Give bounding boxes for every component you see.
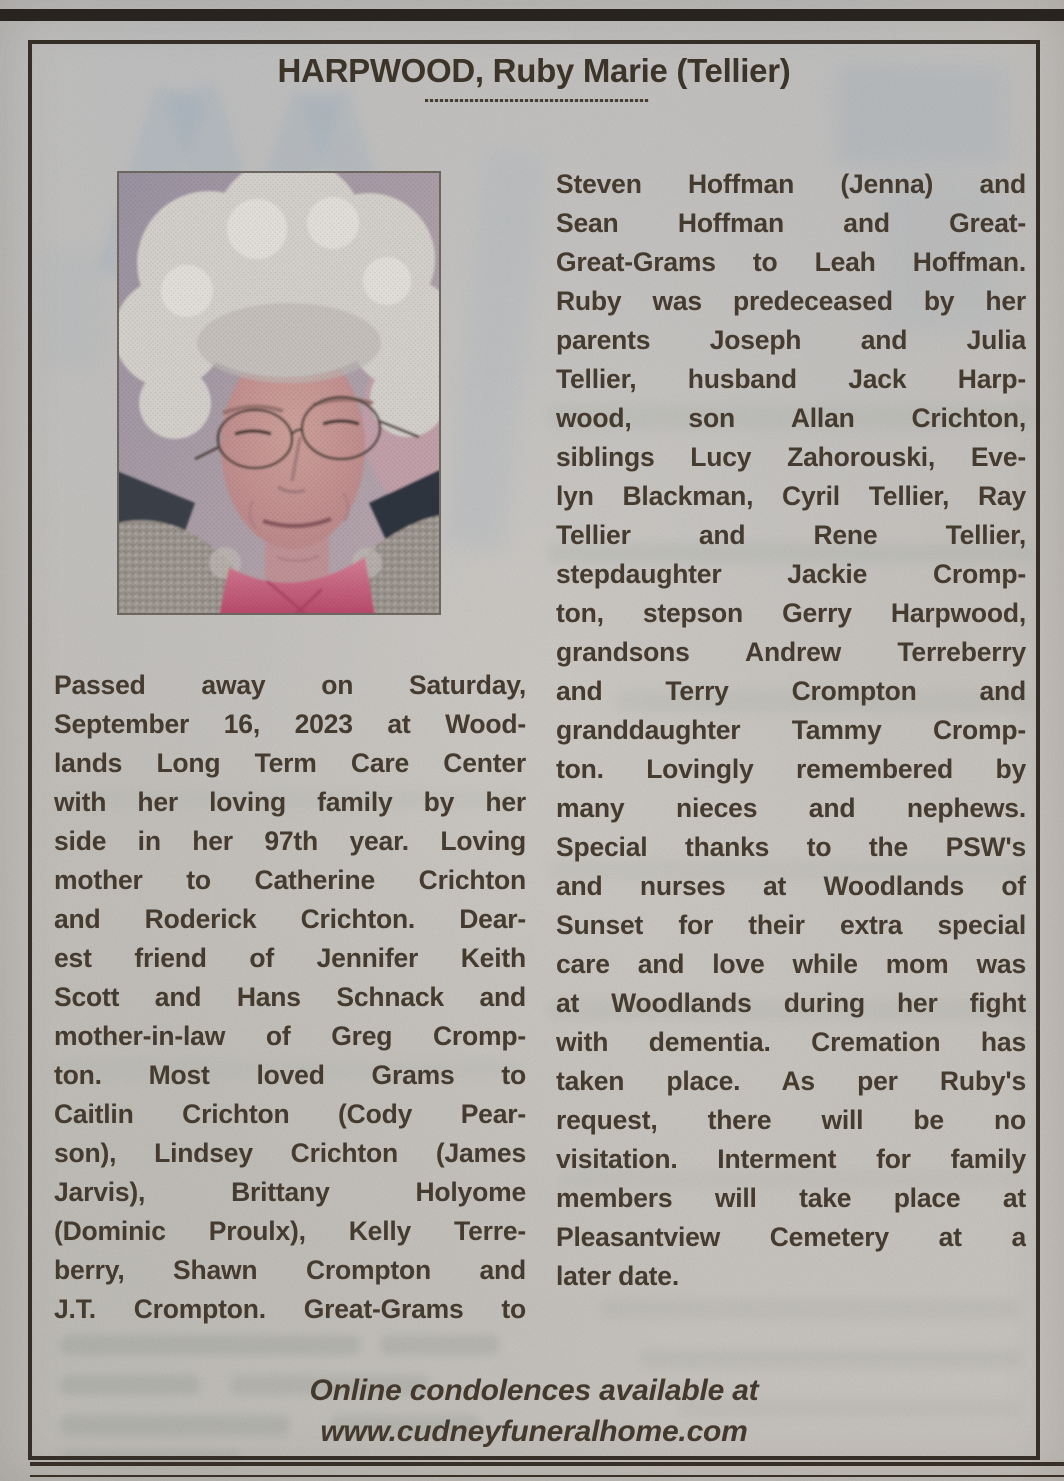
text-line: Ruby was predeceased by her — [556, 286, 1026, 316]
text-line: at Woodlands during her fight — [556, 988, 1026, 1018]
text-line: berry, Shawn Crompton and — [54, 1255, 526, 1285]
text-line: ton. Lovingly remembered by — [556, 754, 1026, 784]
text-line: wood, son Allan Crichton, — [556, 403, 1026, 433]
scan-edge-bar — [0, 9, 1064, 21]
obituary-title: HARPWOOD, Ruby Marie (Tellier) — [277, 52, 791, 89]
obituary-column-right — [556, 165, 1026, 1296]
text-line: Sunset for their extra special — [556, 910, 1026, 940]
text-line: members will take place at — [556, 1183, 1026, 1213]
obituary-clipping — [28, 40, 1040, 1460]
text-line: request, there will be no — [556, 1105, 1026, 1135]
condolences-line: Online condolences available at — [309, 1374, 759, 1407]
text-line: with her loving family by her — [54, 787, 526, 817]
text-line: ton, stepson Gerry Harpwood, — [556, 598, 1026, 628]
obituary-column-left — [54, 666, 526, 1329]
condolences-note — [32, 1370, 1036, 1452]
text-line: grandsons Andrew Terreberry — [556, 637, 1026, 667]
text-line: ton. Most loved Grams to — [54, 1060, 526, 1090]
text-line: September 16, 2023 at Wood- — [54, 709, 526, 739]
text-line: Steven Hoffman (Jenna) and — [556, 169, 1026, 199]
text-line: stepdaughter Jackie Cromp- — [556, 559, 1026, 589]
text-line: mother-in-law of Greg Cromp- — [54, 1021, 526, 1051]
text-line: Special thanks to the PSW's — [556, 832, 1026, 862]
bottom-double-rule — [30, 1462, 1064, 1477]
text-line: granddaughter Tammy Cromp- — [556, 715, 1026, 745]
text-line: Scott and Hans Schnack and — [54, 982, 526, 1012]
text-line: est friend of Jennifer Keith — [54, 943, 526, 973]
text-line: lands Long Term Care Center — [54, 748, 526, 778]
text-line: Great-Grams to Leah Hoffman. — [556, 247, 1026, 277]
text-line: Pleasantview Cemetery at a — [556, 1222, 1026, 1252]
text-line: Sean Hoffman and Great- — [556, 208, 1026, 238]
text-line: and Terry Crompton and — [556, 676, 1026, 706]
text-line: parents Joseph and Julia — [556, 325, 1026, 355]
text-line: care and love while mom was — [556, 949, 1026, 979]
text-line: son), Lindsey Crichton (James — [54, 1138, 526, 1168]
text-line: lyn Blackman, Cyril Tellier, Ray — [556, 481, 1026, 511]
text-line: and nurses at Woodlands of — [556, 871, 1026, 901]
text-line: taken place. As per Ruby's — [556, 1066, 1026, 1096]
title-underline — [425, 99, 649, 102]
text-line: J.T. Crompton. Great-Grams to — [54, 1294, 526, 1324]
funeral-home-url: www.cudneyfuneralhome.com — [320, 1415, 748, 1448]
text-line: siblings Lucy Zahorouski, Eve- — [556, 442, 1026, 472]
text-line: Jarvis), Brittany Holyome — [54, 1177, 526, 1207]
text-line: with dementia. Cremation has — [556, 1027, 1026, 1057]
text-line: (Dominic Proulx), Kelly Terre- — [54, 1216, 526, 1246]
text-line: later date. — [556, 1261, 679, 1291]
text-line: Passed away on Saturday, — [54, 670, 526, 700]
text-line: Tellier and Rene Tellier, — [556, 520, 1026, 550]
text-line: many nieces and nephews. — [556, 793, 1026, 823]
text-line: Tellier, husband Jack Harp- — [556, 364, 1026, 394]
text-line: side in her 97th year. Loving — [54, 826, 526, 856]
text-line: Caitlin Crichton (Cody Pear- — [54, 1099, 526, 1129]
text-line: visitation. Interment for family — [556, 1144, 1026, 1174]
portrait-photo — [117, 171, 441, 615]
text-line: and Roderick Crichton. Dear- — [54, 904, 526, 934]
text-line: mother to Catherine Crichton — [54, 865, 526, 895]
